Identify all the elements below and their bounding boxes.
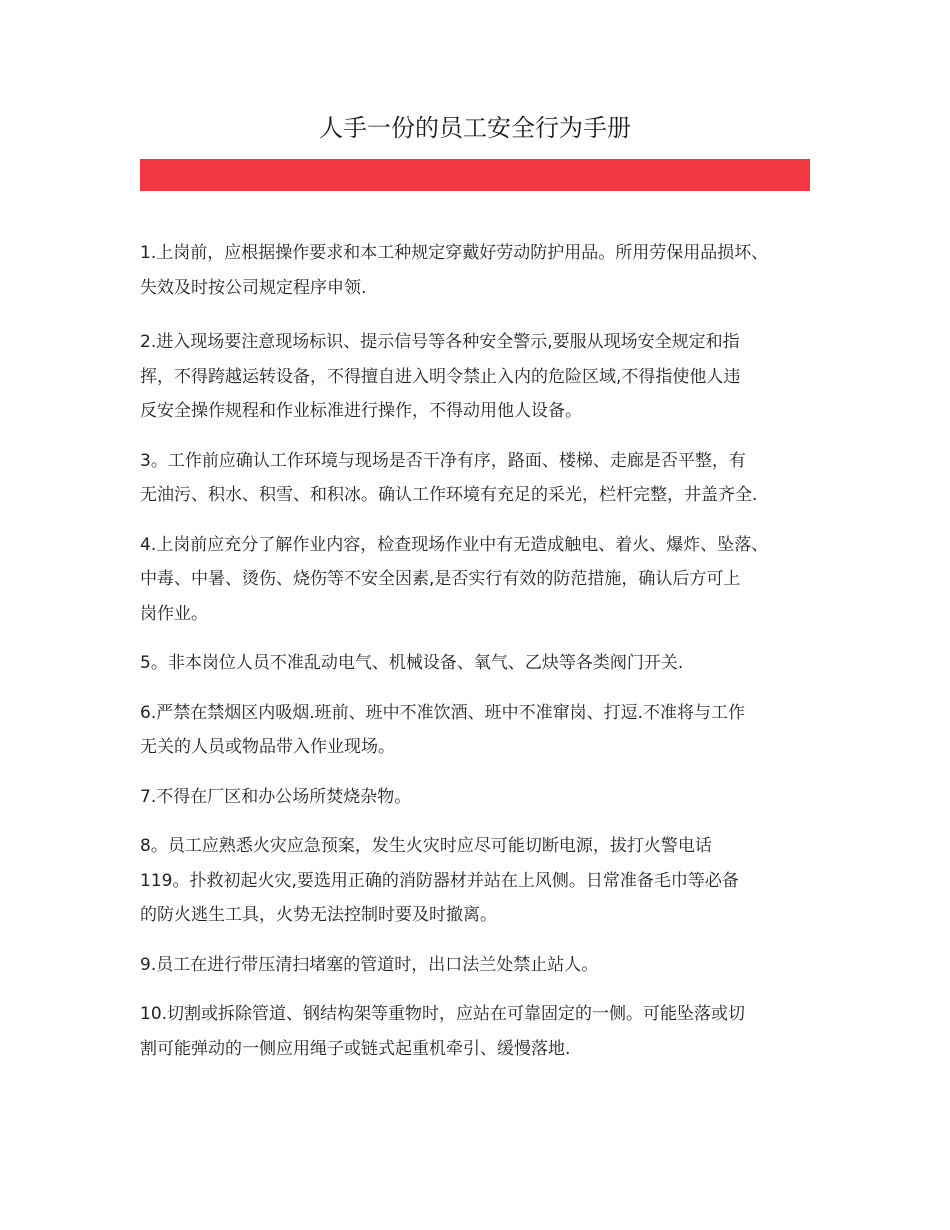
rule-2 <box>140 325 820 429</box>
rule-8 <box>140 829 820 933</box>
title-accent-bar <box>140 159 810 191</box>
rule-line: 的防火逃生工具，火势无法控制时要及时撤离。 <box>140 905 497 925</box>
rule-line: 7.不得在厂区和办公场所焚烧杂物。 <box>140 786 412 807</box>
rule-line: 6.严禁在禁烟区内吸烟.班前、班中不准饮酒、班中不准窜岗、打逗.不准将与工作 <box>140 702 746 723</box>
rule-line: 反安全操作规程和作业标准进行操作，不得动用他人设备。 <box>140 401 582 421</box>
rule-line: 9.员工在进行带压清扫堵塞的管道时，出口法兰处禁止站人。 <box>140 954 599 975</box>
rule-line: 失效及时按公司规定程序申领. <box>140 277 367 298</box>
rule-line: 2.进入现场要注意现场标识、提示信号等各种安全警示,要服从现场安全规定和指 <box>140 332 740 352</box>
rules-list <box>140 236 820 1081</box>
rule-line: 岗作业。 <box>140 603 208 624</box>
rule-10 <box>140 997 820 1066</box>
rule-1 <box>140 236 820 305</box>
rule-line: 1.上岗前，应根据操作要求和本工种规定穿戴好劳动防护用品。所用劳保用品损坏、 <box>140 243 769 263</box>
rule-line: 5。非本岗位人员不准乱动电气、机械设备、氧气、乙炔等各类阀门开关. <box>140 653 684 673</box>
rule-line: 割可能弹动的一侧应用绳子或链式起重机牵引、缓慢落地. <box>140 1038 571 1059</box>
page-title: 人手一份的员工安全行为手册 <box>319 114 631 142</box>
rule-6 <box>140 696 820 765</box>
rule-line: 10.切割或拆除管道、钢结构架等重物时，应站在可靠固定的一侧。可能坠落或切 <box>140 1004 746 1024</box>
rule-9 <box>140 948 820 983</box>
rule-line: 4.上岗前应充分了解作业内容，检查现场作业中有无造成触电、着火、爆炸、坠落、 <box>140 534 769 555</box>
rule-line: 8。员工应熟悉火灾应急预案，发生火灾时应尽可能切断电源，拔打火警电话 <box>140 836 712 856</box>
rule-line: 挥，不得跨越运转设备，不得擅自进入明令禁止入内的危险区域,不得指使他人违 <box>140 366 741 387</box>
rule-3 <box>140 444 820 513</box>
rule-line: 119。扑救初起火灾,要选用正确的消防器材并站在上风侧。日常准备毛巾等必备 <box>140 870 739 891</box>
rule-line: 3。工作前应确认工作环境与现场是否干净有序，路面、楼梯、走廊是否平整，有 <box>140 450 746 471</box>
rule-line: 无油污、积水、积雪、和积冰。确认工作环境有充足的采光，栏杆完整，井盖齐全. <box>140 485 758 505</box>
rule-line: 无关的人员或物品带入作业现场。 <box>140 737 395 757</box>
rule-5 <box>140 646 820 681</box>
rule-7 <box>140 780 820 815</box>
rule-line: 中毒、中暑、烫伤、烧伤等不安全因素,是否实行有效的防范措施，确认后方可上 <box>140 569 741 589</box>
rule-4 <box>140 528 820 632</box>
